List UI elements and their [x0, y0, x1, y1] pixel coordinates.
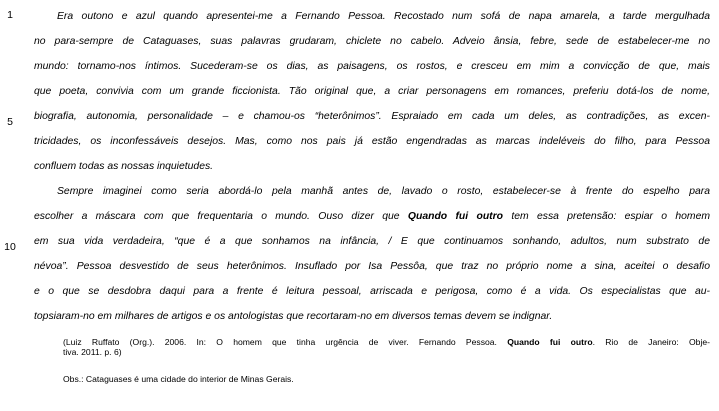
- reference-line-1: [63, 337, 710, 347]
- text-segment: tem essa pretensão: espiar o homem: [503, 211, 711, 222]
- text-line: no para-sempre de Cataguases, suas palavras grudaram, chiclete no cabelo. Adveio ânsia, febre, sede de estabelecer-me no: [34, 36, 710, 47]
- line-number-1: 1: [7, 9, 13, 21]
- line-number-10: 10: [4, 241, 16, 253]
- reference-line-2: tiva. 2011. p. 6): [63, 347, 122, 357]
- text-line: confluem todas as nossas inquietudes.: [34, 161, 214, 172]
- line-number-5: 5: [7, 116, 13, 128]
- text-line: Era outono e azul quando apresentei-me a Fernando Pessoa. Recostado num sofá de napa amarela, a tarde mergulhada: [57, 11, 710, 22]
- text-segment: escolher a máscara com que frequentaria o mundo. Ouso dizer que: [34, 211, 408, 222]
- reference-text: . Rio de Janeiro: Obje-: [592, 337, 710, 347]
- text-line: topsiaram-no em milhares de artigos e os antologistas que recortaram-no em diversos temas devem se indignar.: [34, 311, 553, 322]
- reference: [63, 337, 710, 357]
- text-line: Sempre imaginei como seria abordá-lo pela manhã antes de, lavado o rosto, estabelecer-se à frente do espelho para: [57, 186, 710, 197]
- text-line: em sua vida verdadeira, “que é a que sonhamos na infância, / E que continuamos sonhando, adultos, num substrato de: [34, 236, 710, 247]
- text-line-with-title: [34, 209, 710, 225]
- text-line: mundo: tornamo-nos íntimos. Sucederam-se os dias, as paisagens, os rostos, e cresceu em mim a convicção de que, mais: [34, 61, 710, 72]
- text-line: biografia, autonomia, personalidade – e chamou-os “heterônimos”. Espraiado em cada um deles, as contradições, as excen-: [34, 111, 710, 122]
- note: Obs.: Cataguases é uma cidade do interior de Minas Gerais.: [63, 374, 294, 384]
- text-line: que poeta, convivia com um grande ficcionista. Tão original que, a criar personagens em romances, preferiu dotá-los de nome,: [34, 86, 710, 97]
- reference-title: Quando fui outro: [507, 337, 593, 347]
- reference-text: (Luiz Ruffato (Org.). 2006. In: O homem que tinha urgência de viver. Fernando Pessoa.: [63, 337, 508, 347]
- text-line: tricidades, os inconfessáveis desejos. Mas, como nos pais já estão engendradas as marcas indeléveis do filho, para Pessoa: [34, 136, 710, 147]
- book-title: Quando fui outro: [407, 211, 504, 222]
- text-line: névoa”. Pessoa desvestido de seus heterônimos. Insuflado por Isa Pessôa, que traz no próprio nome a sina, aceitei o desafio: [34, 261, 710, 272]
- text-line: e o que se desdobra daqui para a frente é leitura pessoal, arriscada e perigosa, como é a vida. Os especialistas que au-: [34, 286, 710, 297]
